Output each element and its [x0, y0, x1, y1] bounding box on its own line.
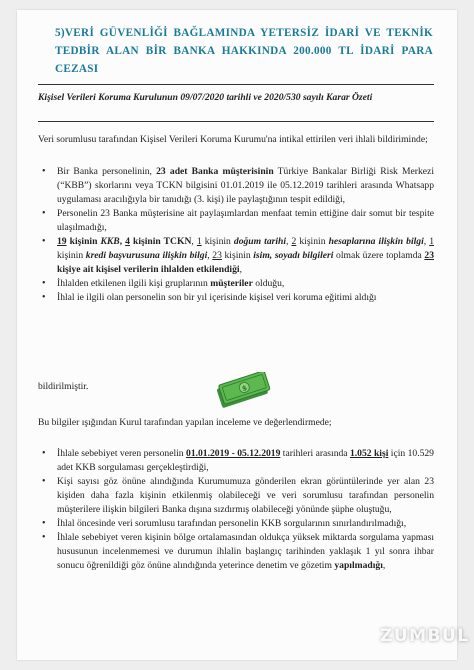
reported-text: bildirilmiştir. — [38, 381, 89, 392]
review-intro-paragraph: Bu bilgiler ışığından Kurul tarafından yapılan inceleme ve değerlendirmede; — [38, 417, 332, 428]
watermark-logo: ZUMBUL — [380, 626, 470, 646]
svg-text:$: $ — [241, 383, 249, 393]
list-item: • İhlal öncesinde veri sorumlusu tarafından personelin KKB sorgularının sınırlandırılmadığı, — [38, 517, 434, 531]
money-icon — [212, 372, 274, 408]
list-item: • İhlale sebebiyet veren personelin 01.01.2019 - 05.12.2019 tarihleri arasında 1.052 kişi için 10.529 adet KKB sorgulaması gerçekleştirdiği, — [38, 447, 434, 475]
list-item: • Kişi sayısı göz önüne alındığında Kurumumuza gönderilen ekran görüntülerinde yer alan 23 kişiden daha fazla kişinin etkilenmiş olabileceği ve veri sorumlusu tarafından personelin müşterilere ilişkin bilgileri Banka dışına sızdırmış olabileceği yönünde şüphe oluştuğu, — [38, 475, 434, 517]
divider-top — [38, 84, 434, 85]
page-title: 5)VERİ GÜVENLİĞİ BAĞLAMINDA YETERSİZ İDARİ VE TEKNİK TEDBİR ALAN BİR BANKA HAKKINDA 200.000 TL İDARİ PARA CEZASI — [55, 27, 433, 75]
list-item: • İhlale sebebiyet veren kişinin bölge ortalamasından oldukça yüksek miktarda sorgulama yapması hususunun incelenmemesi ve durumun ihlalin başlangıç tarihinden yaklaşık 1 yıl sonra ihbar sonucu öğrenildiği göz önüne alındığında yeterince denetim ve gözetim yapılmadığı, — [38, 531, 434, 573]
list-item: • İhlal ie ilgili olan personelin son bir yıl içerisinde kişisel veri koruma eğitimi aldığı — [38, 291, 434, 305]
review-findings-list — [38, 447, 434, 573]
decision-summary-heading: Kişisel Verileri Koruma Kurulunun 09/07/2020 tarihli ve 2020/530 sayılı Karar Özeti — [38, 92, 373, 103]
intro-paragraph: Veri sorumlusu tarafından Kişisel Verileri Koruma Kurumu'na intikal ettirilen veri ihlali bildiriminde; — [38, 134, 428, 145]
list-item: • Bir Banka personelinin, 23 adet Banka müşterisinin Türkiye Bankalar Birliği Risk Merkezi (“KBB”) skorlarını veya TCKN bilgisini 01.01.2019 ile 05.12.2019 tarihleri arasında Whatsapp uygulaması aracılığıyla bir tanıdığı (3. kişi) ile paylaştığının tespit edildiği, — [38, 165, 434, 207]
breach-notification-list — [38, 165, 434, 305]
list-item: • İhlalden etkilenen ilgili kişi gruplarının müşteriler olduğu, — [38, 277, 434, 291]
list-item: • 19 kişinin KKB, 4 kişinin TCKN, 1 kişinin doğum tarihi, 2 kişinin hesaplarına ilişkin bilgi, 1 kişinin kredi başvurusuna ilişkin bilgi, 23 kişinin isim, soyadı bilgileri olmak üzere toplamda 23 kişiye ait kişisel verilerin ihlalden etkilendiği, — [38, 235, 434, 277]
divider-bottom — [38, 121, 434, 122]
list-item: • Personelin 23 Banka müşterisine ait paylaşımlardan menfaat temin ettiğine dair somut bir tespite ulaşılmadığı, — [38, 207, 434, 235]
